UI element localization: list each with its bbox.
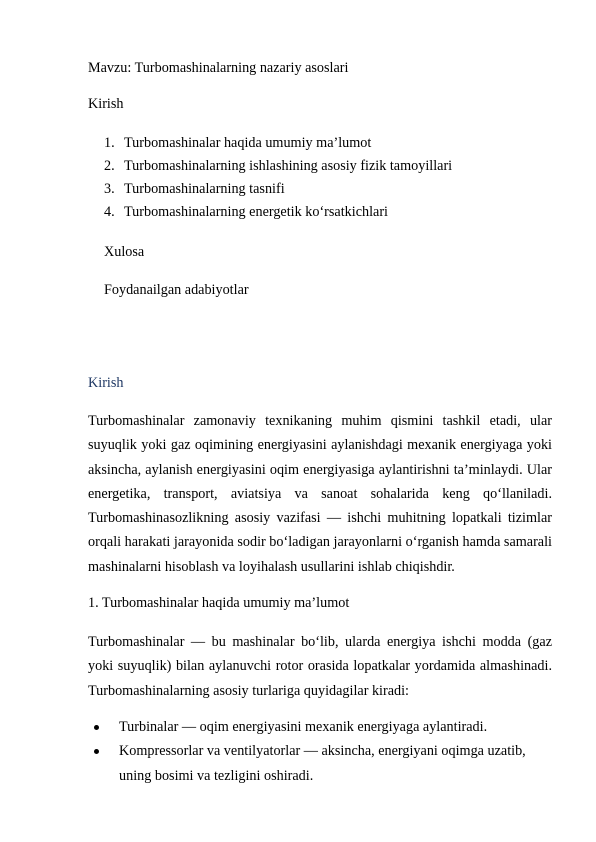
list-item	[88, 739, 558, 788]
intro-paragraph: Turbomashinalar zamonaviy texnikaning muhim qismini tashkil etadi, ular suyuqlik yoki gaz oqimining energiyasini aylanishdagi mexanik energiyaga yoki aksincha, aylanish energiyasini oqim energiyasiga aylantirishni ta’minlaydi. Ular energetika, transport, aviatsiya va sanoat sohalarida keng qo‘llaniladi. Turbomashinasozlikning asosiy vazifasi — ishchi muhitning lopatkali tizimlar orqali harakati jarayonida sodir bo‘ladigan jarayonlarni o‘rganish hamda samarali mashinalarni hisoblash va loyihalash usullarini ishlab chiqishdir.	[88, 413, 552, 575]
toc-item	[104, 181, 452, 204]
sub-heading-general-info: 1. Turbomashinalar haqida umumiy ma’lumot	[88, 595, 350, 611]
document-subject: Mavzu: Turbomashinalarning nazariy asoslari	[88, 60, 349, 76]
toc-conclusion: Xulosa	[104, 244, 145, 260]
toc-item-number: 1.	[104, 135, 115, 151]
toc-intro-label: Kirish	[88, 96, 124, 112]
section-heading-intro: Kirish	[88, 375, 124, 391]
toc-item-number: 3.	[104, 181, 115, 197]
toc-item	[104, 158, 452, 181]
toc-item-text: Turbomashinalarning tasnifi	[124, 181, 285, 197]
bullet-icon	[94, 725, 99, 730]
toc-item	[104, 135, 452, 158]
toc-item	[104, 204, 452, 227]
bullet-icon	[94, 749, 99, 754]
table-of-contents	[104, 135, 452, 227]
list-item-text: Turbinalar — oqim energiyasini mexanik energiyaga aylantiradi.	[119, 719, 488, 735]
toc-references: Foydanailgan adabiyotlar	[104, 282, 249, 298]
toc-item-text: Turbomashinalarning energetik ko‘rsatkichlari	[124, 204, 388, 220]
toc-item-text: Turbomashinalarning ishlashining asosiy fizik tamoyillari	[124, 158, 453, 174]
list-item	[88, 715, 558, 739]
toc-item-number: 4.	[104, 204, 115, 220]
definition-paragraph: Turbomashinalar — bu mashinalar bo‘lib, ularda energiya ishchi modda (gaz yoki suyuqlik) bilan aylanuvchi rotor orasida lopatkalar yordamida almashinadi. Turbomashinalarning asosiy turlariga quyidagilar kiradi:	[88, 634, 552, 699]
toc-item-number: 2.	[104, 158, 115, 174]
turbomachine-types-list	[88, 715, 558, 788]
toc-item-text: Turbomashinalar haqida umumiy ma’lumot	[124, 135, 372, 151]
list-item-text: Kompressorlar va ventilyatorlar — aksincha, energiyani oqimga uzatib, uning bosimi va tezligini oshiradi.	[119, 743, 526, 784]
